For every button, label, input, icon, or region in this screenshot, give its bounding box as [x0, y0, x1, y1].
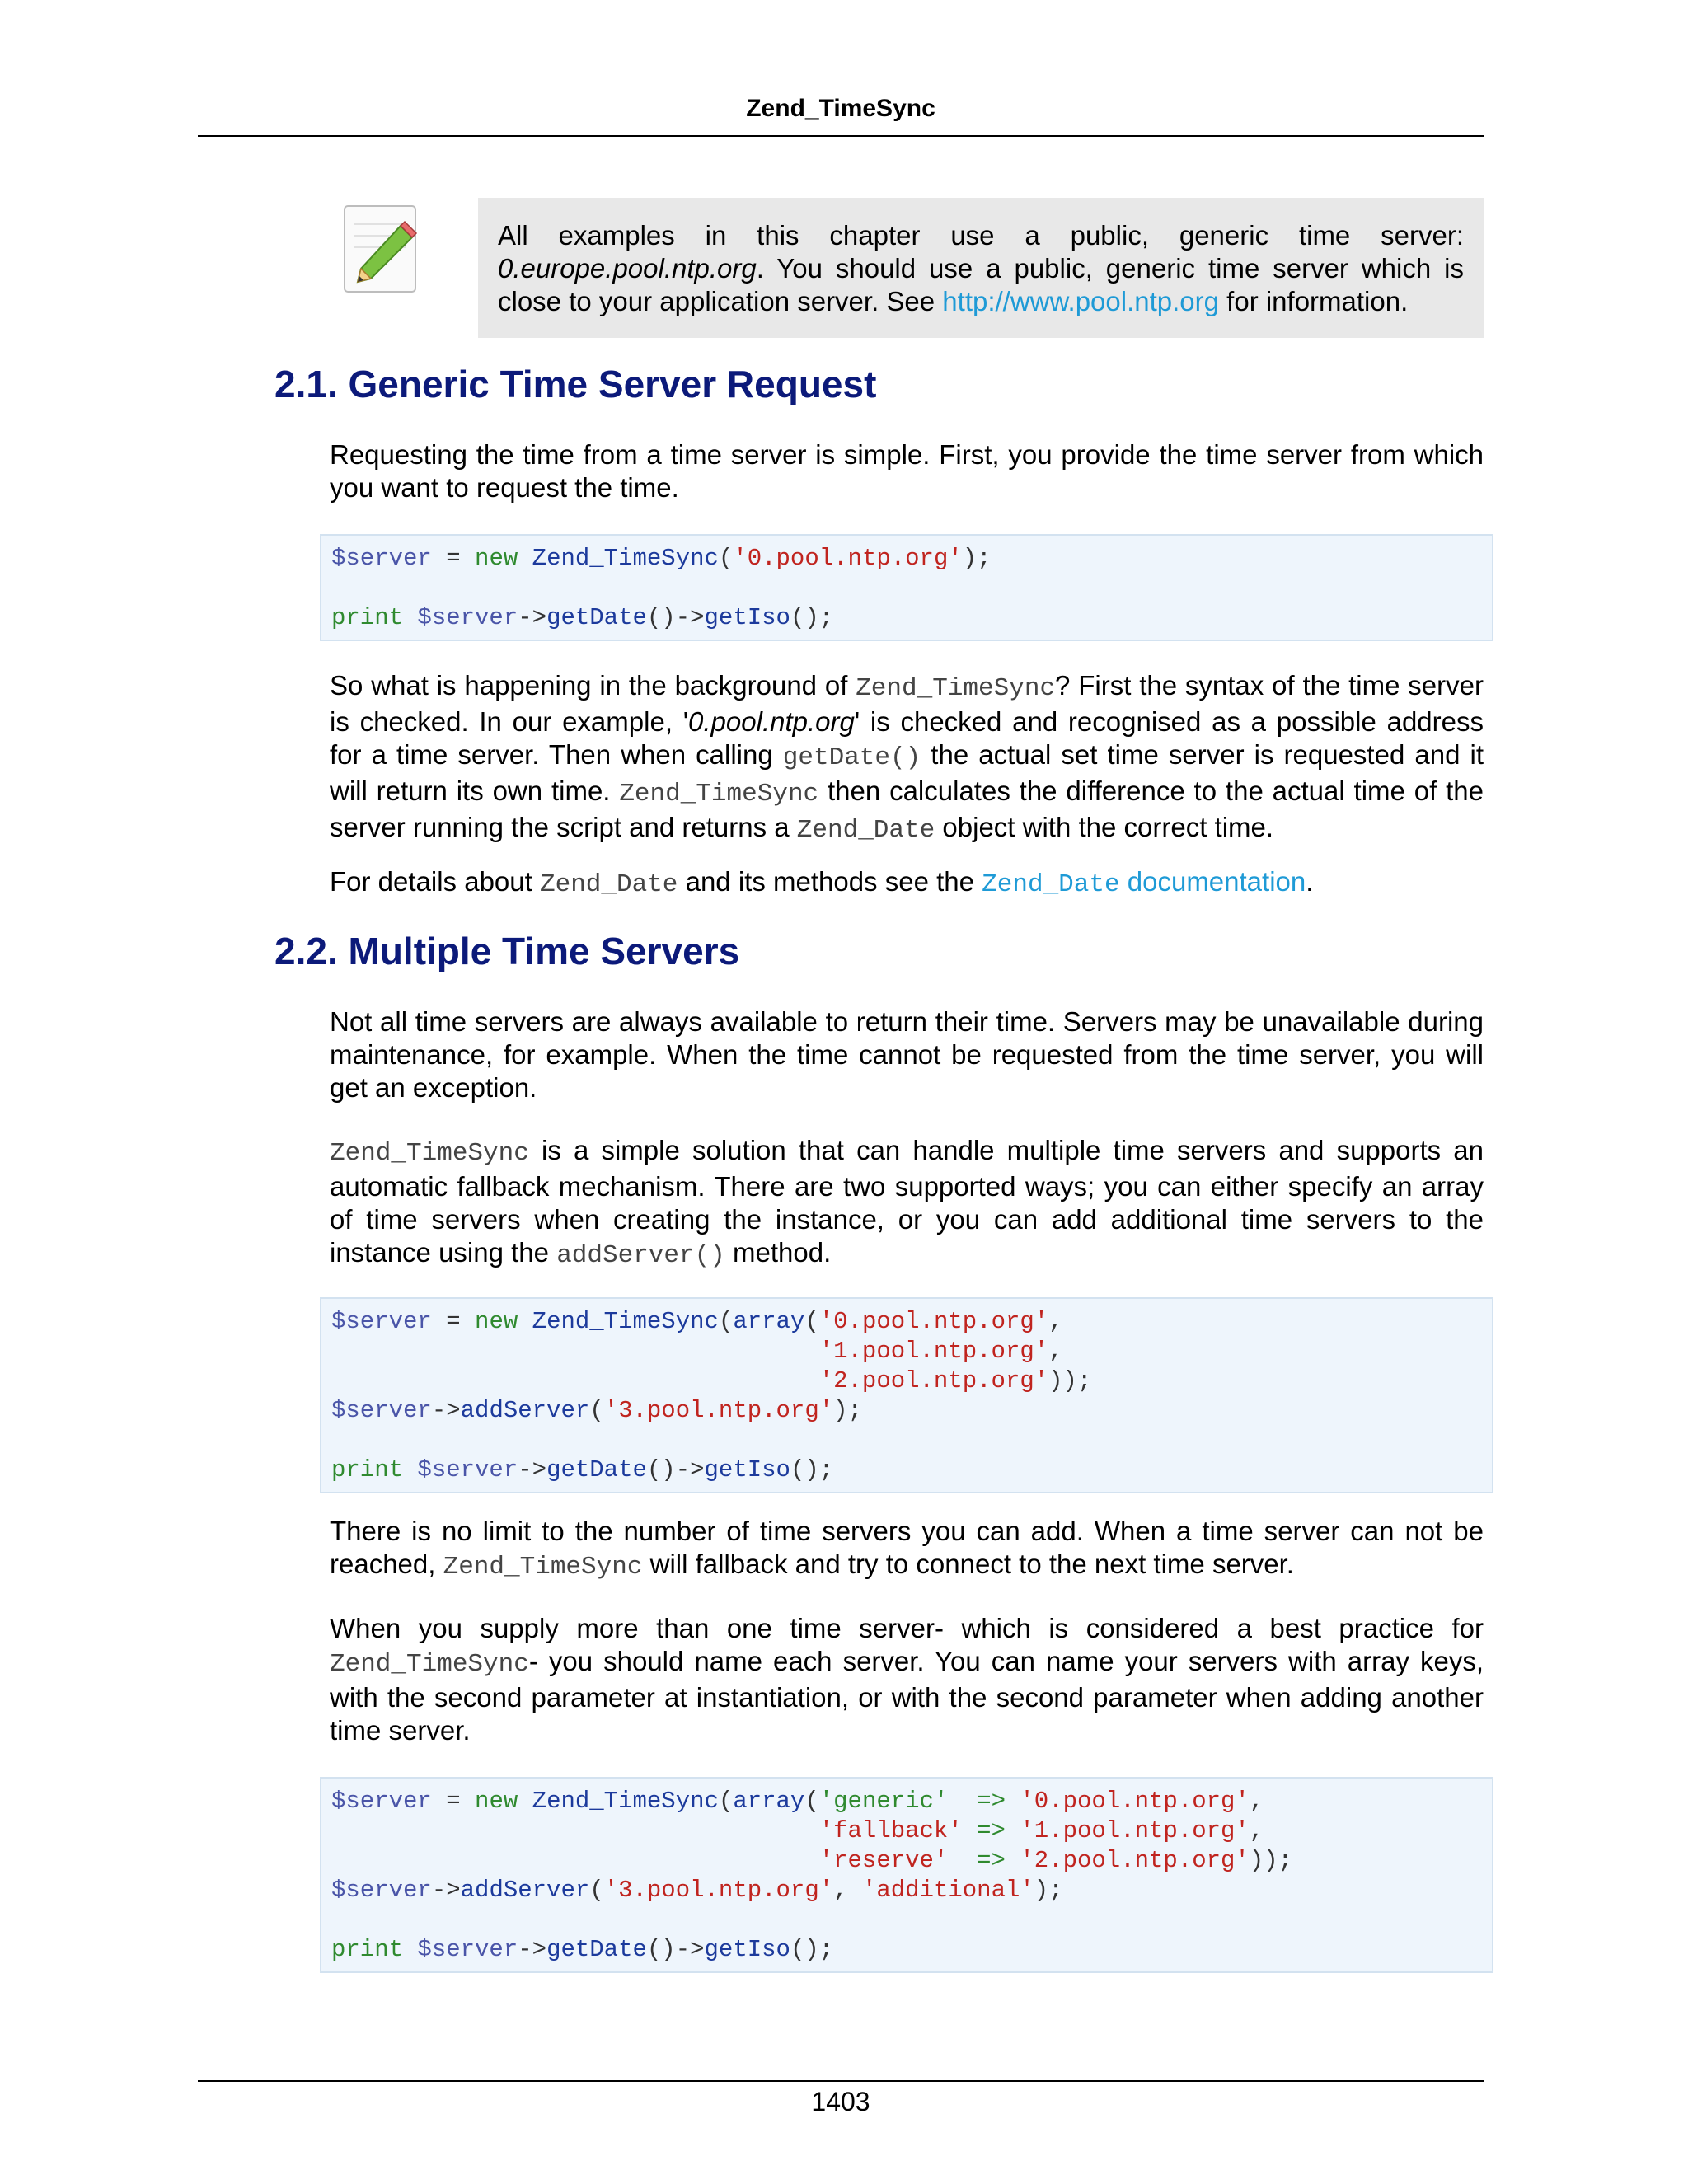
code-block-2: $server = new Zend_TimeSync(array('0.pool.ntp.org', '1.pool.ntp.org', '2.pool.ntp.org')); $server->addServer('3.pool.ntp.org'); print $server->getDate()->getIso(); [320, 1297, 1493, 1493]
code-block-1: $server = new Zend_TimeSync('0.pool.ntp.org'); print $server->getDate()->getIso(); [320, 534, 1493, 641]
zend-date-doc-link[interactable]: Zend_Date documentation [982, 866, 1306, 899]
paragraph: There is no limit to the number of time servers you can add. When a time server can not be reached, Zend_TimeSync will fallback and try to connect to the next time server. [330, 1516, 1484, 1582]
paragraph: When you supply more than one time server- which is considered a best practice for Zend_TimeSync- you should name each server. You can name your servers with array keys, with the second parameter at instantiation, or with the second parameter when adding another time server. [330, 1613, 1484, 1746]
paragraph: Requesting the time from a time server is simple. First, you provide the time server from which you want to request the time. [330, 439, 1484, 503]
note-text-3: for information. [1219, 286, 1409, 316]
pool-ntp-link[interactable]: http://www.pool.ntp.org [942, 286, 1219, 316]
paragraph: Zend_TimeSync is a simple solution that can handle multiple time servers and supports an automatic fallback mechanism. There are two supported ways; you can either specify an array of time servers when creating the instance, or you can add additional time servers to the instance using the addServer() method. [330, 1135, 1484, 1270]
code-block-3: $server = new Zend_TimeSync(array('generic' => '0.pool.ntp.org', 'fallback' => '1.pool.ntp.org', 'reserve' => '2.pool.ntp.org')); $server->addServer('3.pool.ntp.org', 'additional'); print $server->getDate()->getIso(); [320, 1777, 1493, 1973]
footer-rule [198, 2080, 1484, 2082]
section-title-multiple-servers: 2.2. Multiple Time Servers [274, 930, 740, 972]
paragraph: Not all time servers are always available to return their time. Servers may be unavailable during maintenance, for example. When the time cannot be requested from the time server, you will get an exception. [330, 1006, 1484, 1103]
note-server: 0.europe.pool.ntp.org [498, 253, 757, 284]
note-text-2: . You should use a public, generic time server which is close to your application server. See [498, 253, 1464, 316]
paragraph: For details about Zend_Date and its methods see the Zend_Date documentation. [330, 866, 1314, 899]
page-number: 1403 [811, 2087, 870, 2116]
header-rule [198, 135, 1484, 137]
pencil-note-icon [336, 201, 427, 300]
note-box [478, 198, 1484, 338]
paragraph: So what is happening in the background of Zend_TimeSync? First the syntax of the time server is checked. In our example, '0.pool.ntp.org' is checked and recognised as a possible address for a time server. Then when calling getDate() the actual set time server is requested and it will return its own time. Zend_TimeSync then calculates the difference to the actual time of the server running the script and returns a Zend_Date object with the correct time. [330, 670, 1484, 845]
note-text-1: All examples in this chapter use a public, generic time server: [498, 220, 1464, 251]
section-title-generic-request: 2.1. Generic Time Server Request [274, 363, 877, 405]
page-header: Zend_TimeSync [746, 95, 935, 122]
